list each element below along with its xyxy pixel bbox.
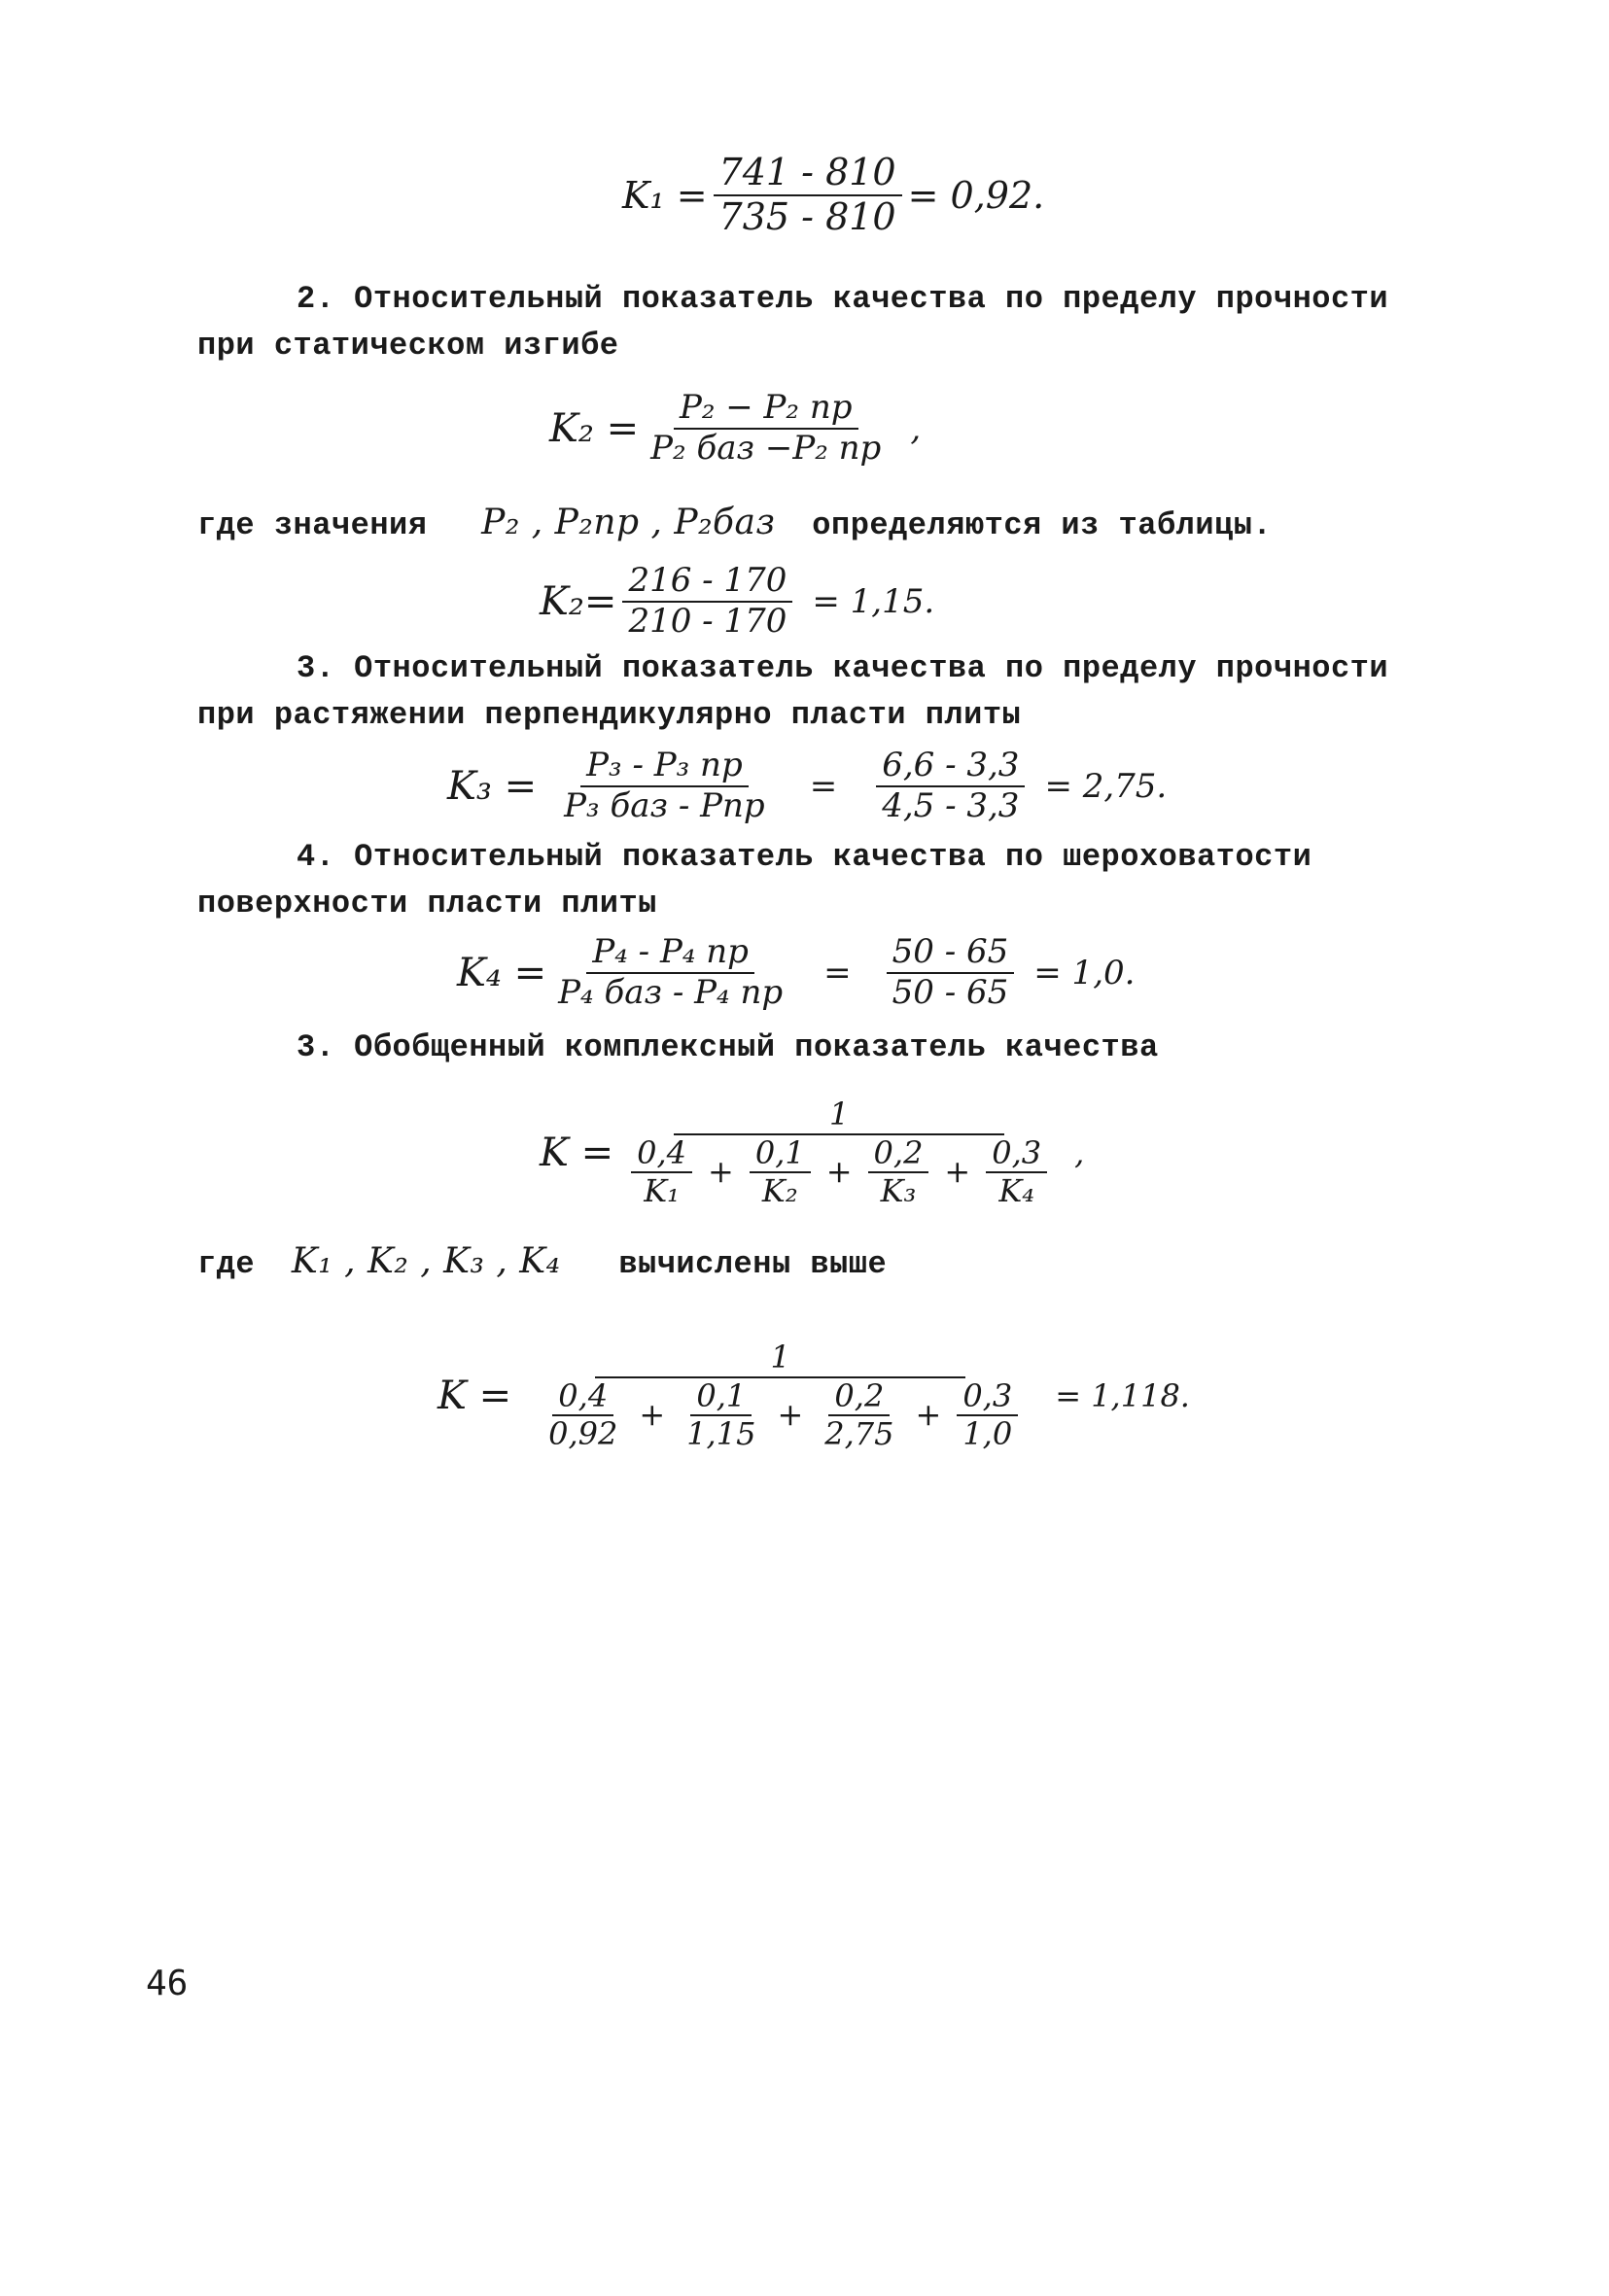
k4-symbolic-denominator: P₄ баз - P₄ пр: [558, 972, 784, 1012]
section2-where-text: где значения: [197, 507, 428, 543]
k-calc-term-1-den: 0,92: [548, 1415, 618, 1453]
formula-k2-calc: [540, 561, 935, 641]
k3-lhs: K₃ =: [447, 763, 538, 809]
plus-sign: +: [825, 1153, 853, 1191]
k-general-term-3: [868, 1133, 929, 1210]
k4-numeric-numerator: 50 - 65: [887, 935, 1015, 974]
k2-calc-denominator: 210 - 170: [628, 601, 787, 641]
k4-numeric-denominator: 50 - 65: [892, 972, 1009, 1012]
section5-where-text: где: [197, 1246, 256, 1282]
k2-calc-numerator: 216 - 170: [622, 564, 792, 603]
k2-general-denominator: P₂ баз −P₂ пр: [650, 428, 882, 468]
k-calc-denominator: [531, 1378, 1030, 1451]
k4-result: = 1,0.: [1033, 953, 1136, 992]
section2-where-line: [197, 504, 1272, 545]
k3-result: = 2,75.: [1044, 766, 1168, 806]
formula-k1: [622, 151, 1045, 238]
k-calc-result: = 1,118.: [1055, 1377, 1190, 1415]
section2-line2: при статическом изгибе: [197, 328, 619, 364]
k-general-term-3-den: K₃: [880, 1172, 917, 1210]
k3-numeric-denominator: 4,5 - 3,3: [882, 785, 1020, 825]
k-calc-term-4: [957, 1376, 1018, 1453]
k2-general-tail: ,: [910, 408, 922, 448]
plus-sign: +: [639, 1396, 666, 1434]
section2-where-tail: определяются из таблицы.: [812, 507, 1273, 543]
k2-calc-result: = 1,15.: [812, 581, 935, 621]
k4-equals: =: [823, 953, 852, 992]
k-calc-term-4-den: 1,0: [962, 1415, 1013, 1453]
k3-symbolic-denominator: P₃ баз - Pпр: [564, 785, 765, 825]
k-general-term-2-den: K₂: [761, 1172, 798, 1210]
k-general-lhs: K =: [540, 1131, 614, 1176]
k-general-term-4: [986, 1133, 1047, 1210]
k-calc-fraction: [531, 1341, 1030, 1451]
k1-numerator: 741 - 810: [714, 154, 902, 196]
plus-sign: +: [708, 1153, 734, 1191]
k-calc-term-3-num: 0,2: [828, 1380, 890, 1417]
k1-fraction: [714, 151, 902, 238]
k4-fraction-symbolic: [552, 932, 788, 1012]
k-calc-term-2-den: 1,15: [686, 1415, 756, 1453]
k-general-fraction: [619, 1098, 1059, 1208]
k-general-term-1-num: 0,4: [631, 1137, 692, 1174]
k-calc-term-3: [819, 1376, 899, 1453]
section5-where-tail: вычислены выше: [618, 1246, 888, 1282]
section4-line2: поверхности пласти плиты: [197, 886, 657, 922]
k-calc-term-1: [542, 1376, 623, 1453]
formula-k3: [447, 748, 1167, 823]
k3-symbolic-numerator: P₃ - P₃ пр: [580, 748, 749, 787]
k2-general-fraction: [645, 388, 887, 468]
k1-result: = 0,92.: [907, 173, 1045, 217]
k-general-tail: ,: [1074, 1134, 1085, 1172]
k-calc-term-3-den: 2,75: [824, 1415, 894, 1453]
section2-where-vars: P₂ , P₂пр , P₂баз: [481, 503, 776, 542]
k2-general-numerator: P₂ − P₂ пр: [674, 391, 858, 430]
section3-line2: при растяжении перпендикулярно пласти плиты: [197, 697, 1022, 733]
k3-equals: =: [809, 766, 838, 806]
k4-symbolic-numerator: P₄ - P₄ пр: [586, 935, 754, 974]
k-calc-term-2: [681, 1376, 761, 1453]
k-general-term-4-den: K₄: [998, 1172, 1035, 1210]
k-general-term-1: [631, 1133, 692, 1210]
k-calc-term-1-num: 0,4: [552, 1380, 613, 1417]
k3-fraction-symbolic: [558, 748, 771, 823]
k3-fraction-numeric: [876, 748, 1025, 823]
k4-fraction-numeric: [887, 932, 1015, 1012]
k2-calc-fraction: [622, 561, 792, 641]
k-calc-lhs: K =: [437, 1374, 512, 1419]
section3-line1: 3. Относительный показатель качества по пределу прочности: [297, 650, 1389, 686]
k-general-denominator: [619, 1135, 1059, 1208]
k-general-numerator: 1: [674, 1098, 1004, 1135]
k-general-term-1-den: K₁: [644, 1172, 680, 1210]
k1-denominator: 735 - 810: [718, 194, 896, 238]
formula-k2-general: [549, 388, 922, 468]
section5-line1: 3. Обобщенный комплексный показатель качества: [297, 1029, 1159, 1065]
section5-where-vars: K₁ , K₂ , K₃ , K₄: [291, 1241, 561, 1281]
formula-k4: [457, 932, 1136, 1012]
formula-k-calc: [437, 1341, 1190, 1451]
plus-sign: +: [944, 1153, 971, 1191]
plus-sign: +: [777, 1396, 804, 1434]
k-calc-numerator: 1: [595, 1341, 964, 1378]
section5-where-line: [197, 1242, 887, 1284]
section2-line1: 2. Относительный показатель качества по пределу прочности: [297, 281, 1389, 317]
page-number: 46: [146, 1964, 189, 2003]
formula-k-general: [540, 1098, 1084, 1208]
k1-lhs: K₁ =: [622, 173, 708, 217]
k-calc-term-2-num: 0,1: [690, 1380, 752, 1417]
k-general-term-3-num: 0,2: [868, 1137, 929, 1174]
section4-line1: 4. Относительный показатель качества по шероховатости: [297, 839, 1312, 875]
plus-sign: +: [915, 1396, 942, 1434]
k4-lhs: K₄ =: [457, 950, 547, 995]
k-general-term-2: [750, 1133, 811, 1210]
k3-numeric-numerator: 6,6 - 3,3: [876, 748, 1025, 787]
k-calc-term-4-num: 0,3: [957, 1380, 1018, 1417]
k2-calc-lhs: K₂=: [540, 578, 617, 624]
k-general-term-4-num: 0,3: [986, 1137, 1047, 1174]
k-general-term-2-num: 0,1: [750, 1137, 811, 1174]
k2-general-lhs: K₂ =: [549, 405, 640, 451]
